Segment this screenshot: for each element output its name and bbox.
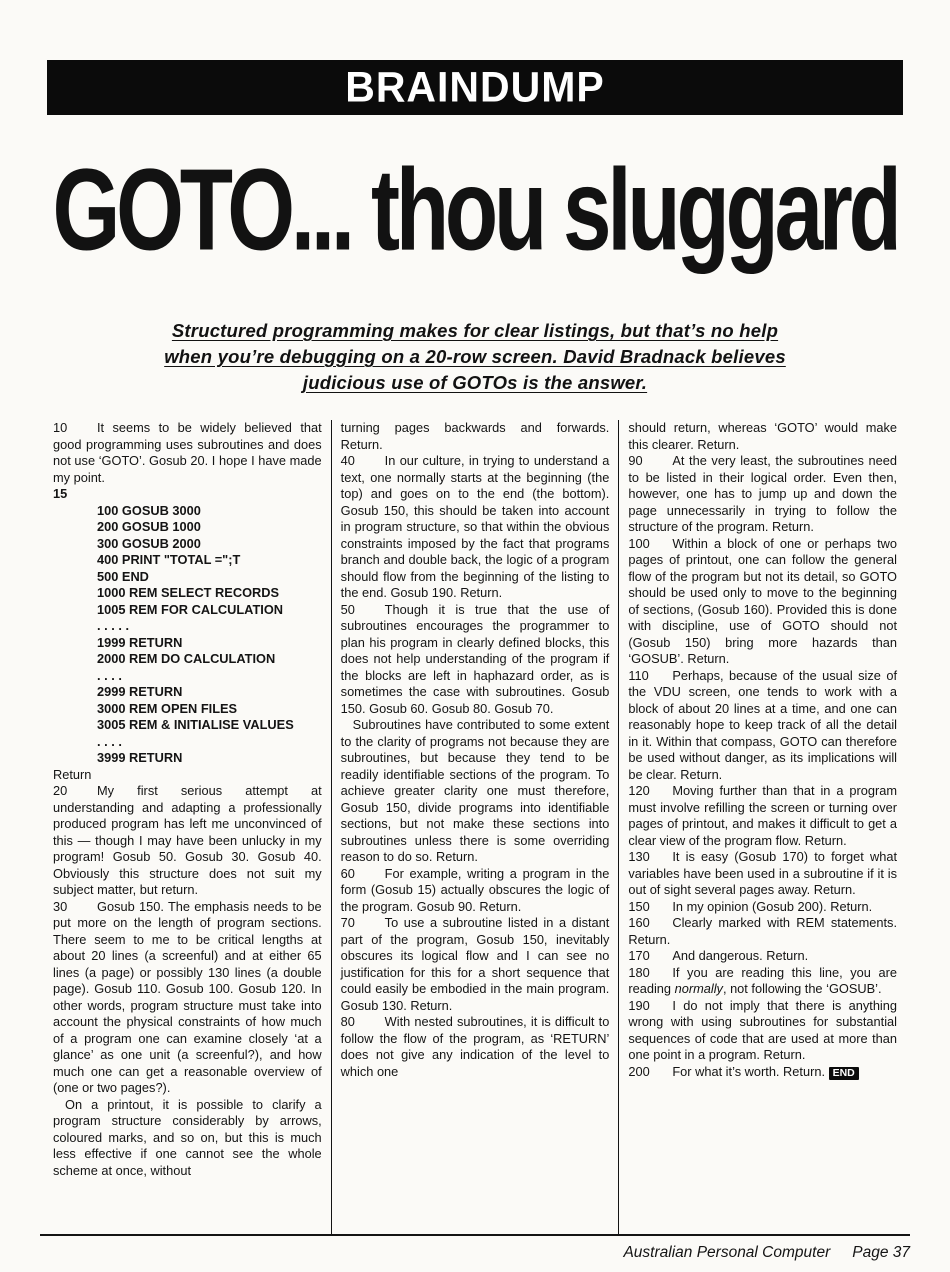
code-line: 1000 REM SELECT RECORDS — [97, 585, 280, 600]
journal-name: Australian Personal Computer — [623, 1244, 831, 1261]
numbered-paragraph: 40 In our culture, in trying to understand a text, one normally starts at the beginning (the top) and goes on to the end (the bottom). Gosub 150, this should be taken into account in program structure, so that within the obvious constraints imposed by the fact that programs branch and double back, the logic of a program should flow from the beginning of the listing to the end. Gosub 190. Return. — [340, 453, 610, 600]
numbered-paragraph: 170 And dangerous. Return. — [628, 948, 809, 963]
emphasized-text: normally — [674, 981, 723, 996]
column-2 — [331, 420, 619, 1234]
numbered-paragraph: 30 Gosub 150. The emphasis needs to be put more on the length of program sections. There seem to me to be critical lengths at about 20 lines (a screenful) and at either 65 lines (a page) or possibly 130 lines (a double page). Gosub 110. Gosub 100. Gosub 120. In other words, program structure must take into account the physical constraints of how much of a program one can examine closely ‘at a glance’ as one unit (a screenful?), and how much one can get a reasonable overview of (one or two pages?). — [53, 898, 322, 1095]
numbered-paragraph: 160 Clearly marked with REM statements. Return. — [628, 915, 898, 947]
numbered-paragraph — [628, 965, 897, 998]
paragraph-number: 10 — [53, 420, 68, 435]
numbered-paragraph: 60 For example, writing a program in the form (Gosub 15) actually obscures the logic of the program. Gosub 90. Return. — [340, 865, 610, 914]
paragraph-number: 80 — [340, 1014, 355, 1029]
code-line: 2000 REM DO CALCULATION — [97, 651, 276, 666]
article-body — [44, 420, 906, 1234]
paragraph-number: 150 — [628, 898, 650, 914]
numbered-paragraph: 80 With nested subroutines, it is difficult to follow the flow of the program, as ‘RETURN’ does not give any indication of the level to which one — [340, 1014, 610, 1079]
code-line: . . . . — [97, 667, 122, 683]
paragraph-number: 120 — [628, 783, 650, 798]
paragraph-number: 90 — [628, 453, 643, 468]
code-line: 400 PRINT "TOTAL =";T — [97, 552, 241, 567]
paragraph-number: 20 — [53, 783, 68, 798]
paragraph-number: 40 — [340, 453, 355, 468]
page-number: Page 37 — [852, 1244, 910, 1261]
paragraph-number: 30 — [53, 898, 68, 914]
standfirst-line: when you’re debugging on a 20-row screen. David Bradnack believes — [164, 346, 786, 367]
paragraph-number: 170 — [628, 948, 650, 963]
numbered-paragraph: 10 It seems to be widely believed that good programming uses subroutines and does not use ‘GOTO’. Gosub 20. I hope I have made my point. — [53, 420, 322, 485]
numbered-paragraph: 100 Within a block of one or perhaps two pages of printout, one can follow the general flow of the program but not its detail, so GOTO should be used only to move to the beginning of sections, (Gosub 160). Provided this is done with discipline, use of GOTO should not (Gosub 150) bring more hazards than ‘GOSUB’. Return. — [628, 535, 898, 666]
paragraph-number: 70 — [340, 915, 355, 930]
code-line: 3005 REM & INITIALISE VALUES — [97, 717, 294, 732]
section-banner — [47, 60, 903, 115]
numbered-paragraph: 110 Perhaps, because of the usual size of the VDU screen, one tends to work with a block of about 20 lines at a time, and one can reasonably hope to keep track of all the detail in it. Within that compass, GOTO can therefore be used without danger, as its implications will be clear. Return. — [628, 667, 898, 782]
end-badge: END — [829, 1067, 859, 1080]
article-headline: GOTO... thou sluggard — [52, 145, 898, 276]
continuation-paragraph: should return, whereas ‘GOTO’ would make this clearer. Return. — [628, 420, 898, 452]
code-line: 200 GOSUB 1000 — [97, 519, 201, 534]
numbered-paragraph: 150 In my opinion (Gosub 200). Return. — [628, 898, 873, 914]
code-line: 300 GOSUB 2000 — [97, 535, 201, 551]
paragraph-number: 160 — [628, 915, 650, 930]
indented-paragraph: Subroutines have contributed to some extent to the clarity of programs not because they are subroutines, but because they tend to be readily identifiable sections of the program. To achieve greater clarity one must therefore, Gosub 150, divide programs into identifiable sections, but not make these sections into subroutines unless there is some overriding reason to do so. Return. — [340, 717, 610, 864]
plain-line: Return — [53, 766, 92, 782]
paragraph-number: 130 — [628, 849, 650, 864]
paragraph-number: 50 — [340, 601, 355, 617]
code-line: 3999 RETURN — [97, 750, 183, 765]
code-line: 100 GOSUB 3000 — [97, 502, 201, 518]
numbered-paragraph: 20 My first serious attempt at understanding and adapting a professionally produced program has left me unconvinced of this — though I may have been unlucky in my program! Gosub 50. Gosub 30. Gosub 40. Obviously this structure does not suit my subject matter, but return. — [53, 783, 322, 897]
indented-paragraph: On a printout, it is possible to clarify a program structure considerably by arrows, coloured marks, and so on, but this is much less effective if one cannot see the whole scheme at once, without — [53, 1096, 322, 1178]
numbered-paragraph: 70 To use a subroutine listed in a distant part of the program, Gosub 150, inevitably obscures its logical flow and I can see no justification for this for a short sequence that could easily be embodied in the main program. Gosub 130. Return. — [340, 915, 610, 1013]
column-1 — [44, 420, 331, 1234]
continuation-paragraph: turning pages backwards and forwards. Return. — [340, 420, 610, 452]
paragraph-number: 100 — [628, 535, 650, 551]
paragraph-number: 190 — [628, 997, 650, 1013]
paragraph-text: If you are reading this line, you are reading — [628, 964, 898, 996]
standfirst — [100, 318, 850, 396]
code-line: 1005 REM FOR CALCULATION — [97, 601, 284, 617]
numbered-paragraph: 50 Though it is true that the use of subroutines encourages the programmer to plan his program in clearly defined blocks, this does not help understanding of the program if the blocks are left in haphazard order, as is sometimes the case with subroutines. Gosub 150. Gosub 60. Gosub 80. Gosub 70. — [340, 601, 610, 716]
code-line: 3000 REM OPEN FILES — [97, 700, 238, 716]
page-footer — [40, 1234, 910, 1262]
code-line: 1999 RETURN — [97, 634, 183, 650]
numbered-paragraph: 120 Moving further than that in a program must involve refilling the screen or turning over pages of printout, and makes it difficult to get a clear view of the program flow. Return. — [628, 783, 898, 848]
paragraph-text: , not following the ‘GOSUB’. — [722, 981, 882, 996]
numbered-paragraph: 190 I do not imply that there is anything wrong with using subroutines for substantial sequences of code that are used at more than one point in a program. Return. — [628, 997, 898, 1062]
paragraph-number: 200 — [628, 1063, 650, 1079]
code-listing — [53, 486, 322, 767]
paragraph-number: 15 — [53, 486, 68, 501]
code-line: 2999 RETURN — [97, 684, 183, 699]
code-line: 500 END — [97, 568, 149, 584]
headline-row — [0, 145, 950, 280]
paragraph-number: 180 — [628, 964, 650, 980]
column-3 — [618, 420, 906, 1234]
paragraph-number: 110 — [628, 667, 649, 683]
section-title: BRAINDUMP — [345, 62, 605, 112]
standfirst-line: Structured programming makes for clear listings, but that’s no help — [171, 320, 779, 341]
numbered-paragraph: 90 At the very least, the subroutines need to be listed in their logical order. Even then, however, one has to jump up and down the page unnecessarily in trying to follow the structure of the program. Return. — [628, 453, 898, 534]
numbered-paragraph: 130 It is easy (Gosub 170) to forget what variables have been used in a subroutine if it is out of sight several pages away. Return. — [628, 849, 898, 897]
code-line: . . . . . — [97, 618, 129, 633]
paragraph-number: 60 — [340, 865, 355, 881]
numbered-paragraph: 200 For what it’s worth. Return. END — [628, 1064, 897, 1081]
standfirst-line: judicious use of GOTOs is the answer. — [302, 372, 648, 393]
code-line: . . . . — [97, 733, 122, 749]
